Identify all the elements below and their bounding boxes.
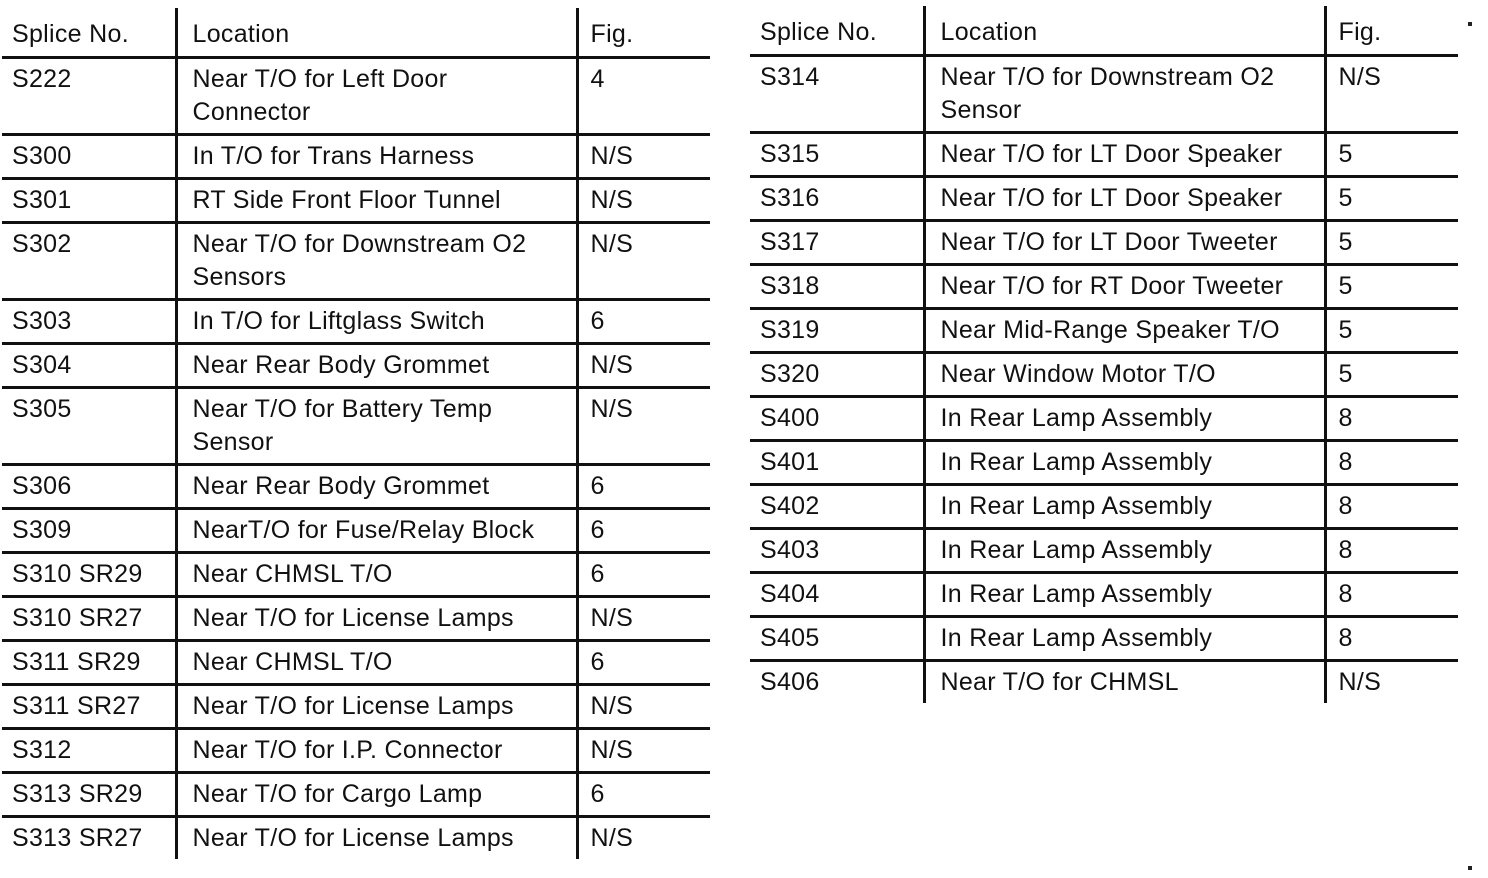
splice-number-cell: S315 xyxy=(750,133,924,177)
location-cell: In Rear Lamp Assembly xyxy=(924,573,1325,617)
splice-number-cell: S320 xyxy=(750,353,924,397)
location-cell: In Rear Lamp Assembly xyxy=(924,485,1325,529)
location-cell: Near Rear Body Grommet xyxy=(176,465,577,509)
header-row xyxy=(2,8,710,58)
table-row xyxy=(750,133,1458,177)
splice-number-cell: S310 SR27 xyxy=(2,597,176,641)
header-splice-no: Splice No. xyxy=(750,6,924,56)
location-cell: In Rear Lamp Assembly xyxy=(924,617,1325,661)
splice-number-cell: S405 xyxy=(750,617,924,661)
splice-number-cell: S316 xyxy=(750,177,924,221)
location-cell: Near T/O for Battery Temp Sensor xyxy=(176,388,577,465)
location-cell: Near T/O for Downstream O2 Sensor xyxy=(924,56,1325,133)
location-cell: In Rear Lamp Assembly xyxy=(924,397,1325,441)
location-cell: Near T/O for LT Door Speaker xyxy=(924,177,1325,221)
scan-mark xyxy=(1468,866,1472,870)
fig-cell: N/S xyxy=(577,344,710,388)
fig-cell: 5 xyxy=(1325,353,1458,397)
fig-cell: 4 xyxy=(577,58,710,135)
header-splice-no: Splice No. xyxy=(2,8,176,58)
fig-cell: 6 xyxy=(577,465,710,509)
scan-mark xyxy=(1468,22,1472,26)
location-cell: In T/O for Liftglass Switch xyxy=(176,300,577,344)
table-row xyxy=(2,641,710,685)
table-row xyxy=(2,773,710,817)
fig-cell: 6 xyxy=(577,509,710,553)
location-cell: Near T/O for Downstream O2 Sensors xyxy=(176,223,577,300)
location-cell: Near CHMSL T/O xyxy=(176,641,577,685)
fig-cell: N/S xyxy=(577,179,710,223)
table-row xyxy=(750,573,1458,617)
fig-cell: 8 xyxy=(1325,397,1458,441)
splice-number-cell: S401 xyxy=(750,441,924,485)
fig-cell: 8 xyxy=(1325,441,1458,485)
splice-number-cell: S313 SR27 xyxy=(12,824,143,852)
table-row xyxy=(2,179,710,223)
location-cell: In Rear Lamp Assembly xyxy=(924,441,1325,485)
table-row xyxy=(750,353,1458,397)
location-cell: In T/O for Trans Harness xyxy=(176,135,577,179)
table-row xyxy=(2,817,710,860)
table-row xyxy=(750,177,1458,221)
table-row xyxy=(750,485,1458,529)
splice-number-cell: S305 xyxy=(2,388,176,465)
header-fig: Fig. xyxy=(1325,6,1458,56)
table-row xyxy=(2,465,710,509)
splice-number-cell: S314 xyxy=(750,56,924,133)
splice-table-left xyxy=(2,8,710,859)
splice-number-cell: S402 xyxy=(750,485,924,529)
splice-number-cell: S304 xyxy=(2,344,176,388)
splice-number-cell: S406 xyxy=(760,668,820,696)
location-cell: Near T/O for License Lamps xyxy=(176,597,577,641)
location-cell: Near Window Motor T/O xyxy=(924,353,1325,397)
table-row xyxy=(750,529,1458,573)
location-cell: RT Side Front Floor Tunnel xyxy=(176,179,577,223)
fig-cell: 8 xyxy=(1325,485,1458,529)
splice-number-cell: S306 xyxy=(2,465,176,509)
location-cell: Near T/O for License Lamps xyxy=(176,685,577,729)
splice-number-cell: S311 SR29 xyxy=(2,641,176,685)
location-cell: Near T/O for License Lamps xyxy=(176,817,577,860)
splice-number-cell: S317 xyxy=(750,221,924,265)
header-location: Location xyxy=(176,8,577,58)
splice-number-cell: S312 xyxy=(2,729,176,773)
splice-number-cell: S311 SR27 xyxy=(2,685,176,729)
table-row xyxy=(2,509,710,553)
fig-cell: N/S xyxy=(577,388,710,465)
fig-cell: 8 xyxy=(1325,617,1458,661)
table-row xyxy=(750,265,1458,309)
fig-cell: 5 xyxy=(1325,309,1458,353)
table-row xyxy=(750,221,1458,265)
location-cell: Near T/O for Left Door Connector xyxy=(176,58,577,135)
splice-number-cell: S310 SR29 xyxy=(2,553,176,597)
fig-cell: N/S xyxy=(577,135,710,179)
fig-cell: N/S xyxy=(577,223,710,300)
fig-cell: 6 xyxy=(577,773,710,817)
splice-number-cell: S301 xyxy=(2,179,176,223)
splice-number-cell: S319 xyxy=(750,309,924,353)
table-body-right xyxy=(750,56,1458,704)
header-fig: Fig. xyxy=(577,8,710,58)
fig-cell: N/S xyxy=(577,729,710,773)
splice-number-cell: S300 xyxy=(2,135,176,179)
splice-number-cell: S313 SR29 xyxy=(2,773,176,817)
table-row xyxy=(2,344,710,388)
table-row xyxy=(750,309,1458,353)
header-location: Location xyxy=(924,6,1325,56)
location-cell: Near T/O for RT Door Tweeter xyxy=(924,265,1325,309)
table-row xyxy=(2,729,710,773)
fig-cell: N/S xyxy=(577,685,710,729)
splice-number-cell: S404 xyxy=(750,573,924,617)
fig-cell: 6 xyxy=(577,553,710,597)
splice-number-cell: S303 xyxy=(2,300,176,344)
fig-cell: N/S xyxy=(1325,56,1458,133)
fig-cell: 8 xyxy=(1325,529,1458,573)
fig-cell: 6 xyxy=(577,300,710,344)
location-cell: Near T/O for CHMSL xyxy=(924,661,1325,704)
location-cell: Near Rear Body Grommet xyxy=(176,344,577,388)
splice-table-right xyxy=(750,6,1458,703)
table-row xyxy=(750,397,1458,441)
table-row xyxy=(750,441,1458,485)
fig-cell: N/S xyxy=(577,817,710,860)
fig-cell: 6 xyxy=(577,641,710,685)
splice-number-cell: S400 xyxy=(750,397,924,441)
table-row xyxy=(2,388,710,465)
fig-cell: 5 xyxy=(1325,265,1458,309)
location-cell: Near T/O for Cargo Lamp xyxy=(176,773,577,817)
splice-number-cell: S403 xyxy=(750,529,924,573)
table-row xyxy=(2,685,710,729)
location-cell: Near T/O for LT Door Tweeter xyxy=(924,221,1325,265)
table-row xyxy=(2,300,710,344)
table-row xyxy=(2,597,710,641)
fig-cell: 5 xyxy=(1325,133,1458,177)
table-row xyxy=(2,553,710,597)
table-row xyxy=(2,135,710,179)
table-row xyxy=(2,223,710,300)
fig-cell: 5 xyxy=(1325,221,1458,265)
header-row xyxy=(750,6,1458,56)
table-body-left xyxy=(2,58,710,860)
splice-number-cell: S222 xyxy=(2,58,176,135)
splice-number-cell: S318 xyxy=(750,265,924,309)
table-row xyxy=(2,58,710,135)
table-row xyxy=(750,617,1458,661)
fig-cell: 8 xyxy=(1325,573,1458,617)
location-cell: Near T/O for LT Door Speaker xyxy=(924,133,1325,177)
splice-number-cell: S302 xyxy=(2,223,176,300)
location-cell: Near T/O for I.P. Connector xyxy=(176,729,577,773)
location-cell: NearT/O for Fuse/Relay Block xyxy=(176,509,577,553)
fig-cell: N/S xyxy=(1325,661,1458,704)
splice-number-cell: S309 xyxy=(2,509,176,553)
fig-cell: N/S xyxy=(577,597,710,641)
location-cell: Near Mid-Range Speaker T/O xyxy=(924,309,1325,353)
fig-cell: 5 xyxy=(1325,177,1458,221)
location-cell: Near CHMSL T/O xyxy=(176,553,577,597)
table-row xyxy=(750,56,1458,133)
location-cell: In Rear Lamp Assembly xyxy=(924,529,1325,573)
table-row xyxy=(750,661,1458,704)
